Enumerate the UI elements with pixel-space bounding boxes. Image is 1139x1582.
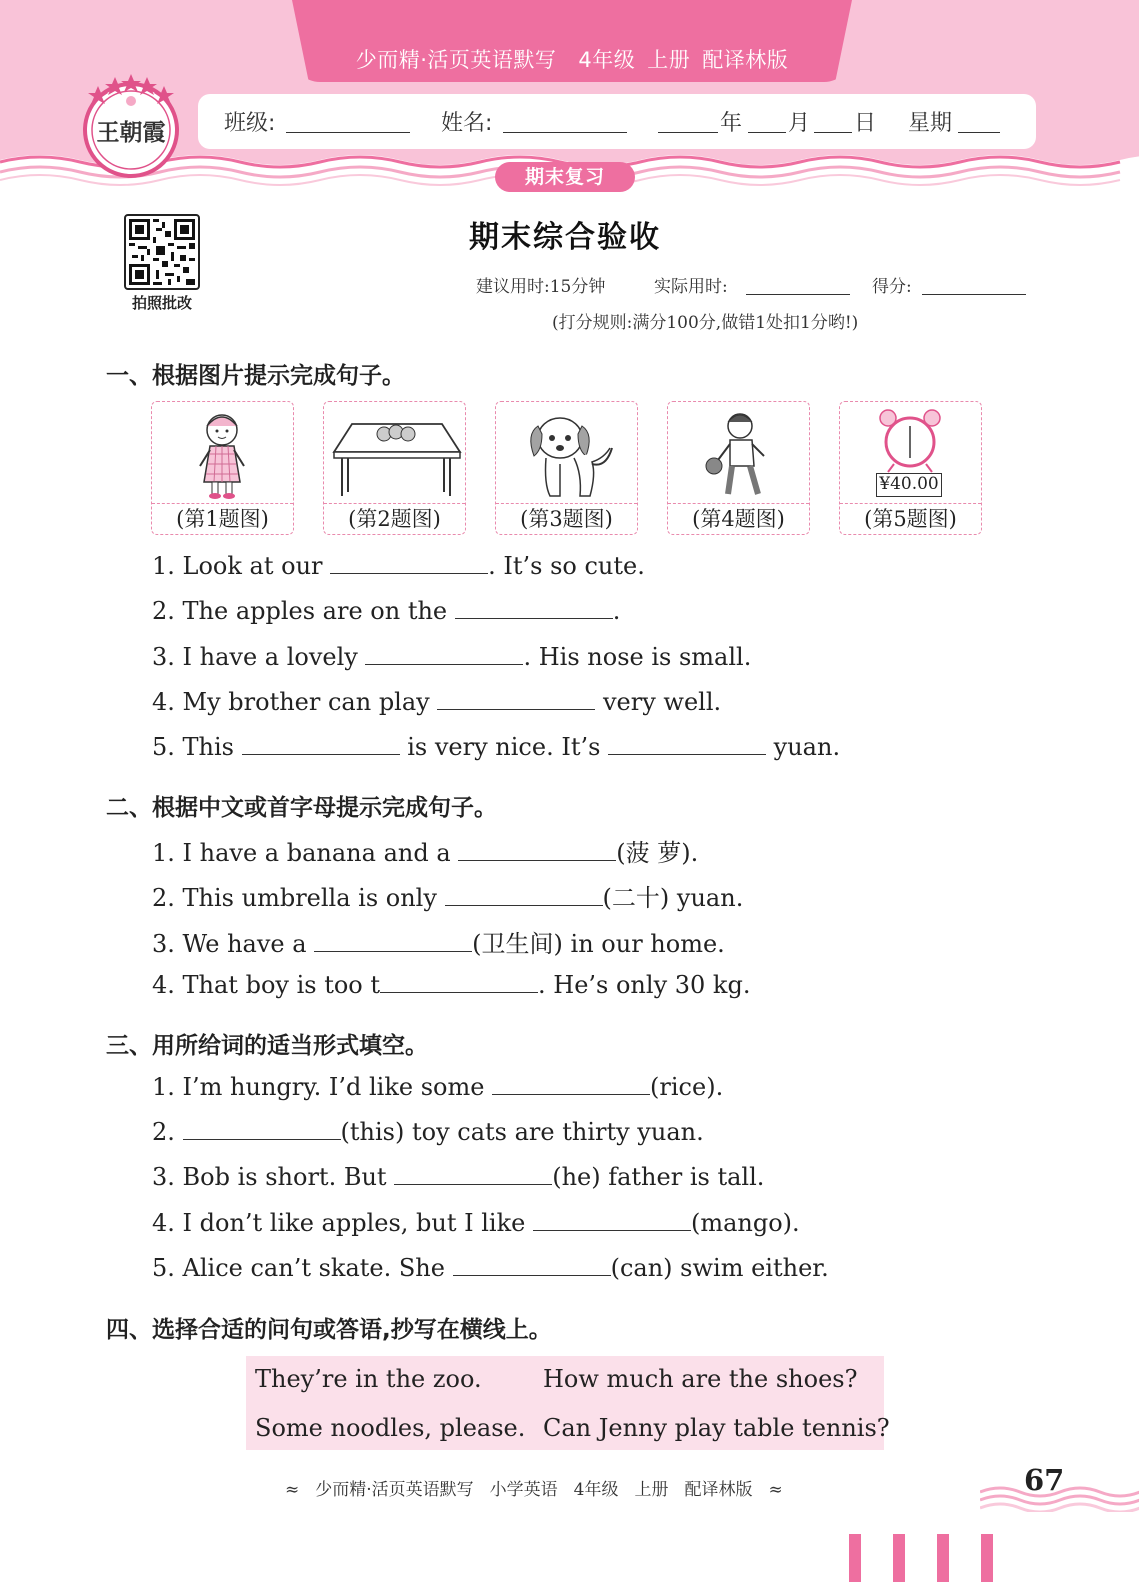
header-edition: 配译林版 [702,48,789,72]
doll-icon [152,404,293,502]
answer-blank[interactable] [533,1207,691,1231]
answer-blank[interactable] [242,731,400,755]
choice-option-3: Some noodles, please. [255,1414,526,1442]
choice-option-1: They’re in the zoo. [255,1365,482,1393]
part3-question-4: 4. I don’t like apples, but I like (mango). [152,1209,800,1237]
wave-right-icon: ≈ [768,1480,783,1500]
header-series: 少而精·活页英语默写 [355,48,557,72]
student-info-box [198,94,1036,149]
answer-blank[interactable] [445,882,603,906]
footer-subject: 小学英语 [489,1480,558,1500]
caption-1: (第1题图) [152,503,293,534]
qr-label: 拍照批改 [131,294,192,312]
actual-time-label: 实际用时: [654,277,728,297]
part2-question-4: 4. That boy is too t . He’s only 30 kg. [152,971,751,999]
class-field[interactable] [286,132,410,133]
part3-question-1: 1. I’m hungry. I’d like some (rice). [152,1073,724,1101]
answer-blank[interactable] [380,969,538,993]
footer-series: 少而精·活页英语默写 [315,1480,474,1500]
section-badge: 期末复习 [495,162,635,192]
score-field[interactable] [922,294,1026,295]
header-title [292,44,852,74]
answer-blank[interactable] [492,1071,650,1095]
boy-basketball-icon [668,404,809,502]
part2-question-1: 1. I have a banana and a (菠 萝). [152,839,699,867]
wave-left-icon: ≈ [285,1480,300,1500]
picture-card-5 [839,401,982,535]
weekday-label: 星期 [908,111,953,136]
part2-question-2: 2. This umbrella is only (二十) yuan. [152,884,744,912]
part1-question-2: 2. The apples are on the . [152,597,621,625]
part3-question-5: 5. Alice can’t skate. She (can) swim either. [152,1254,829,1282]
header-volume: 上册 [647,48,691,72]
part1-question-3: 3. I have a lovely . His nose is small. [152,643,752,671]
suggested-time: 建议用时:15分钟 [476,277,606,297]
part2-question-3: 3. We have a (卫生间) in our home. [152,930,725,958]
part1-question-4: 4. My brother can play very well. [152,688,722,716]
caption-5: (第5题图) [840,503,981,534]
picture-card-2 [323,401,466,535]
qr-code[interactable] [124,214,200,290]
table-icon [324,404,465,502]
picture-card-1 [151,401,294,535]
choice-option-2: How much are the shoes? [543,1365,858,1393]
edge-stripe [937,1534,949,1582]
answer-blank[interactable] [330,550,488,574]
part3-question-2: 2. (this) toy cats are thirty yuan. [152,1118,704,1146]
part1-question-5: 5. This is very nice. It’s yuan. [152,733,841,761]
answer-blank[interactable] [455,595,613,619]
year-field[interactable] [658,132,718,133]
dog-icon [496,404,637,502]
caption-2: (第2题图) [324,503,465,534]
name-field[interactable] [503,132,627,133]
page-number: 67 [1024,1463,1065,1497]
weekday-field[interactable] [958,132,1000,133]
page-title: 期末综合验收 [469,220,661,255]
footer-volume: 上册 [634,1480,669,1500]
edge-stripe [981,1534,993,1582]
part1-question-1: 1. Look at our . It’s so cute. [152,552,645,580]
qr-code-icon [129,219,195,285]
part1-heading: 一、根据图片提示完成句子。 [106,363,405,389]
footer-edition: 配译林版 [684,1480,753,1500]
year-label: 年 [720,111,743,136]
edge-stripe [893,1534,905,1582]
caption-3: (第3题图) [496,503,637,534]
caption-4: (第4题图) [668,503,809,534]
answer-blank[interactable] [437,686,595,710]
edge-stripe [849,1534,861,1582]
name-label: 姓名: [441,111,493,136]
answer-blank[interactable] [608,731,766,755]
part3-question-3: 3. Bob is short. But (he) father is tall. [152,1163,765,1191]
logo-text: 王朝霞 [96,119,166,146]
choice-option-4: Can Jenny play table tennis? [543,1414,890,1442]
part3-heading: 三、用所给词的适当形式填空。 [106,1033,428,1059]
picture-card-4 [667,401,810,535]
part2-heading: 二、根据中文或首字母提示完成句子。 [106,795,497,821]
answer-blank[interactable] [365,641,523,665]
scoring-rule: (打分规则:满分100分,做错1处扣1分哟!) [552,313,859,333]
actual-time-field[interactable] [746,294,850,295]
day-label: 日 [854,111,877,136]
answer-blank[interactable] [394,1161,552,1185]
footer [285,1475,783,1500]
choice-box [246,1356,890,1450]
footer-grade: 4年级 [573,1480,619,1500]
answer-blank[interactable] [314,928,472,952]
answer-blank[interactable] [458,837,616,861]
class-label: 班级: [224,111,276,136]
part4-heading: 四、选择合适的问句或答语,抄写在横线上。 [106,1317,552,1343]
score-label: 得分: [872,277,912,297]
header-grade: 4年级 [578,48,636,72]
answer-blank[interactable] [183,1116,341,1140]
price-tag: ¥40.00 [876,473,942,497]
month-label: 月 [788,111,811,136]
answer-blank[interactable] [453,1252,611,1276]
picture-card-3 [495,401,638,535]
month-field[interactable] [748,132,786,133]
day-field[interactable] [814,132,852,133]
